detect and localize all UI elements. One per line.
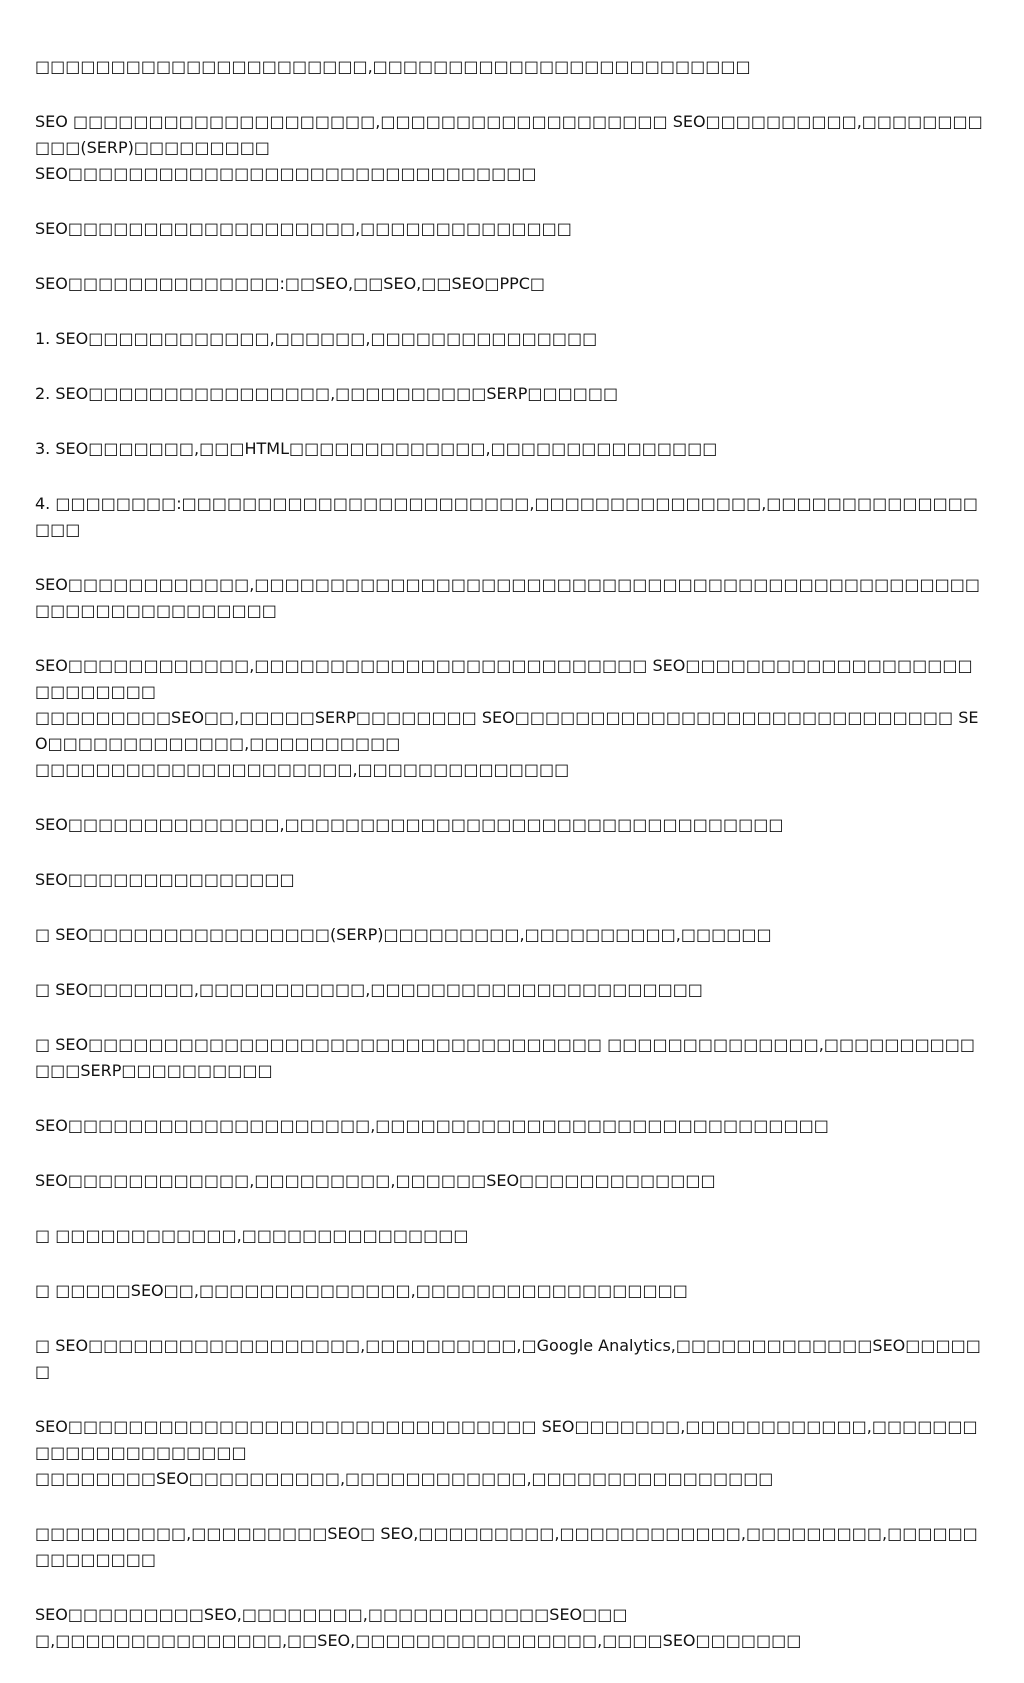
paragraph-seo-benefits: SEO□□□□□□□□□□□□□□,□□□□□□□□□□□□□□□□□□□□□□□□□□□□□□□□□ [35, 815, 784, 834]
paragraph-seo-advantages-heading: SEO□□□□□□□□□□□□□□□ [35, 870, 295, 889]
bullet-item-4: □ □□□□□□□□□□□□,□□□□□□□□□□□□□□□ [35, 1226, 469, 1245]
paragraph-seo-conclusion: SEO□□□□□□□□□□□□□□□□□□□□□□□□□□□□□□□ SEO□□□□□□□,□□□□□□□□□□□□,□□□□□□□□□□□□□□□□□□□□□ □□□□□□□□SEO□□□□□□□□□□,□□□□□□□□□□□□,□□□□□□□□□□□□□□□□ [35, 1417, 978, 1488]
bullet-item-1: □ SEO□□□□□□□□□□□□□□□□(SERP)□□□□□□□□□,□□□□□□□□□□,□□□□□□ [35, 925, 772, 944]
bullet-item-2: □ SEO□□□□□□□,□□□□□□□□□□□,□□□□□□□□□□□□□□□□□□□□□□ [35, 980, 703, 999]
list-item-4: 4. □□□□□□□□:□□□□□□□□□□□□□□□□□□□□□□□,□□□□□□□□□□□□□□□,□□□□□□□□□□□□□□□□□ [35, 494, 978, 539]
paragraph-seo-tips-heading: SEO□□□□□□□□□□□□,□□□□□□□□□,□□□□□□SEO□□□□□□□□□□□□□ [35, 1171, 716, 1190]
list-item-1: 1. SEO□□□□□□□□□□□□,□□□□□□,□□□□□□□□□□□□□□□ [35, 329, 598, 348]
bullet-item-6: □ SEO□□□□□□□□□□□□□□□□□□,□□□□□□□□□□,□Google Analytics,□□□□□□□□□□□□□SEO□□□□□□ [35, 1336, 981, 1381]
paragraph-seo-summary: SEO□□□□□□□□□□□□□□□□□□□□,□□□□□□□□□□□□□□□□□□□□□□□□□□□□□□ [35, 1116, 829, 1135]
paragraph-seo-purpose: SEO□□□□□□□□□□□□□□□□□□□,□□□□□□□□□□□□□□ [35, 219, 572, 238]
bullet-item-3: □ SEO□□□□□□□□□□□□□□□□□□□□□□□□□□□□□□□□□□ □□□□□□□□□□□□□□,□□□□□□□□□□□□□SERP□□□□□□□□□□ [35, 1035, 976, 1080]
paragraph-seo-final: SEO□□□□□□□□□SEO,□□□□□□□□,□□□□□□□□□□□□SEO□□□ □,□□□□□□□□□□□□□□□,□□SEO,□□□□□□□□□□□□□□□□,□□□□SEO□□□□□□□ [35, 1605, 802, 1650]
paragraph-seo-closing: □□□□□□□□□□,□□□□□□□□□SEO□ SEO,□□□□□□□□□,□□□□□□□□□□□□,□□□□□□□□□,□□□□□□□□□□□□□□ [35, 1524, 978, 1569]
paragraph-seo-types: SEO□□□□□□□□□□□□□□:□□SEO,□□SEO,□□SEO□PPC□ [35, 274, 546, 293]
document-page [35, 54, 985, 1683]
list-item-3: 3. SEO□□□□□□□,□□□HTML□□□□□□□□□□□□□,□□□□□□□□□□□□□□□ [35, 439, 718, 458]
paragraph-intro: □□□□□□□□□□□□□□□□□□□□□□,□□□□□□□□□□□□□□□□□□□□□□□□□ [35, 57, 751, 76]
paragraph-seo-detail: SEO□□□□□□□□□□□□,□□□□□□□□□□□□□□□□□□□□□□□□□□ SEO□□□□□□□□□□□□□□□□□□□□□□□□□□□ □□□□□□□□□SEO□□,□□□□□SERP□□□□□□□□ SEO□□□□□□□□□□□□□□□□□□□□□□□□□□□□□ SEO□□□□□□□□□□□□□,□□□□□□□□□□ □□□□□□□□□□□□□□□□□□□□□,□□□□□□□□□□□□□□ [35, 656, 979, 779]
paragraph-seo-definition: SEO □□□□□□□□□□□□□□□□□□□□,□□□□□□□□□□□□□□□□□□□ SEO□□□□□□□□□□,□□□□□□□□□□□(SERP)□□□□□□□□□ SEO□□□□□□□□□□□□□□□□□□□□□□□□□□□□□□□ [35, 112, 983, 183]
bullet-item-5: □ □□□□□SEO□□,□□□□□□□□□□□□□□,□□□□□□□□□□□□□□□□□□ [35, 1281, 688, 1300]
list-item-2: 2. SEO□□□□□□□□□□□□□□□□,□□□□□□□□□□SERP□□□□□□ [35, 384, 619, 403]
paragraph-seo-importance: SEO□□□□□□□□□□□□,□□□□□□□□□□□□□□□□□□□□□□□□□□□□□□□□□□□□□□□□□□□□□□□□□□□□□□□□□□□□□□□□ [35, 575, 980, 620]
